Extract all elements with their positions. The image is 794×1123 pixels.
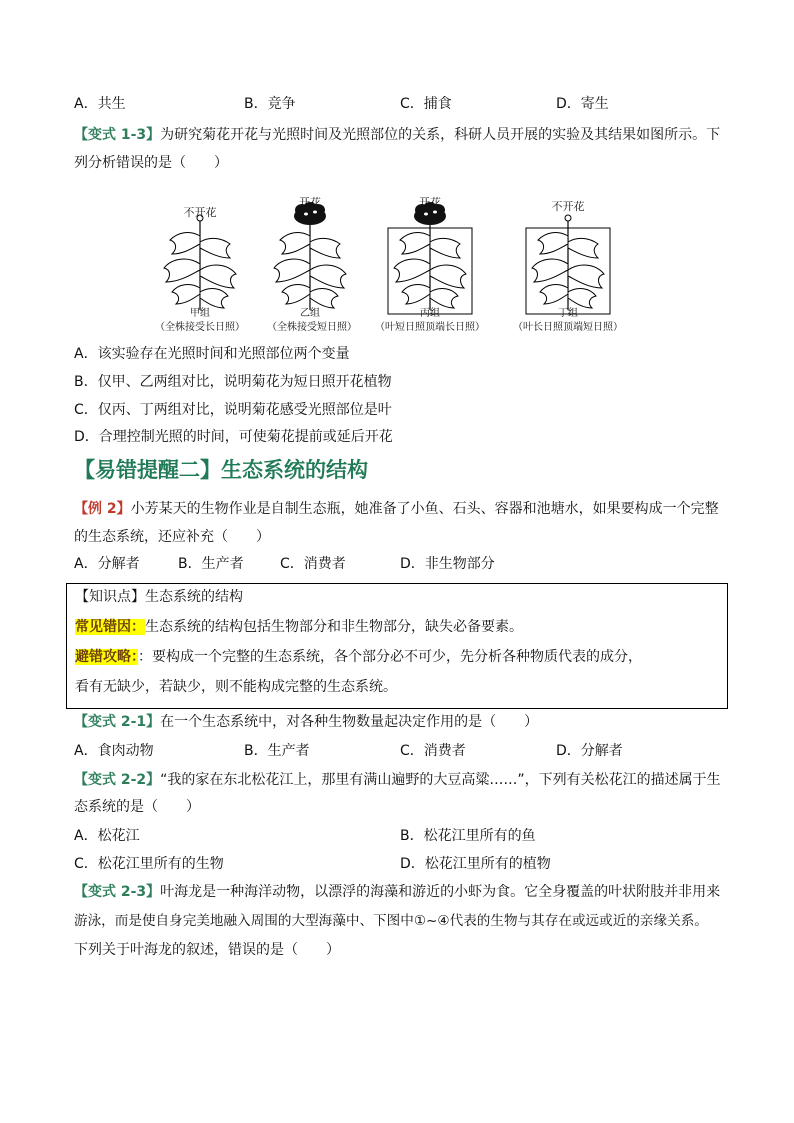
question-v13-line2: 列分析错误的是（ ） <box>74 155 228 171</box>
common-error-label: 常见错因： <box>75 619 145 635</box>
ex2-option-c: C．消费者 <box>280 556 346 572</box>
v22-option-c: C．松花江里所有的生物 <box>74 856 224 872</box>
group-bing-name: 丙组 <box>420 308 440 319</box>
avoid-error-text: ：要构成一个完整的生态系统，各个部分必不可少，先分析各种物质代表的成分， <box>138 649 642 665</box>
avoid-error-line <box>75 647 642 667</box>
v21-option-c: C．消费者 <box>400 743 466 759</box>
group-yi-desc: （全株接受短日照） <box>267 322 357 333</box>
ex2-option-d: D．非生物部分 <box>400 556 495 572</box>
ex2-option-b: B．生产者 <box>178 556 244 572</box>
plant-group-jia <box>164 215 236 310</box>
option-b: B．竞争 <box>244 96 296 112</box>
group-jia-name: 甲组 <box>190 308 210 319</box>
v21-option-a: A．食肉动物 <box>74 743 154 759</box>
v22-option-b: B．松花江里所有的鱼 <box>400 828 536 844</box>
option-d: D．寄生 <box>556 96 609 112</box>
knowledge-box <box>66 583 728 709</box>
group-yi-top-label: 开花 <box>299 196 321 209</box>
plant-group-bing <box>388 202 472 314</box>
question-v22-line2: 态系统的是（ ） <box>74 799 200 815</box>
group-bing-top-label: 开花 <box>419 196 441 209</box>
option-a: A．共生 <box>74 96 126 112</box>
v21-option-b: B．生产者 <box>244 743 310 759</box>
plant-group-yi <box>274 202 346 310</box>
group-yi-name: 乙组 <box>300 308 320 319</box>
common-error-text: 生态系统的结构包括生物部分和非生物部分，缺失必备要素。 <box>145 619 523 635</box>
knowledge-title: 【知识点】生态系统的结构 <box>75 589 243 605</box>
question-v22-line1 <box>74 770 721 790</box>
v21-option-d: D．分解者 <box>556 743 623 759</box>
group-jia-top-label: 不开花 <box>183 206 217 219</box>
group-ding-desc: （叶长日照顶端短日照） <box>513 322 623 333</box>
v22-option-d: D．松花江里所有的植物 <box>400 856 551 872</box>
chrysanthemum-experiment-figure <box>140 192 660 334</box>
v13-option-d: D．合理控制光照的时间，可使菊花提前或延后开花 <box>74 429 393 445</box>
question-v23-line2: 游泳，而是使自身完美地融入周围的大型海藻中、下图中①~④代表的生物与其存在或远或近的亲缘关系。 <box>74 913 708 929</box>
question-v23-line1 <box>74 882 720 902</box>
v13-option-a: A．该实验存在光照时间和光照部位两个变量 <box>74 346 350 362</box>
section-title: 【易错提醒二】生态系统的结构 <box>74 458 368 482</box>
question-v21 <box>74 712 538 732</box>
example2-line2: 的生态系统，还应补充（ ） <box>74 529 270 545</box>
common-error-line <box>75 617 523 637</box>
avoid-error-label: 避错攻略： <box>75 649 138 665</box>
group-ding-name: 丁组 <box>558 308 578 319</box>
v22-option-a: A．松花江 <box>74 828 140 844</box>
group-jia-desc: （全株接受长日照） <box>155 322 245 333</box>
example2-stem: 小芳某天的生物作业是自制生态瓶，她准备了小鱼、石头、容器和池塘水，如果要构成一个完整 <box>130 501 719 517</box>
v13-option-b: B．仅甲、乙两组对比，说明菊花为短日照开花植物 <box>74 374 392 390</box>
group-bing-desc: （叶短日照顶端长日照） <box>375 322 485 333</box>
example2-line1 <box>74 499 719 519</box>
question-stem: “我的家在东北松花江上，那里有满山遍野的大豆高粱……”，下列有关松花江的描述属于生 <box>160 772 721 788</box>
question-tag: 【变式 2-1】 <box>74 714 161 730</box>
question-v23-line3: 下列关于叶海龙的叙述，错误的是（ ） <box>74 942 340 958</box>
question-tag: 【变式 2-2】 <box>74 772 161 788</box>
v13-option-c: C．仅丙、丁两组对比，说明菊花感受光照部位是叶 <box>74 402 392 418</box>
question-stem: 叶海龙是一种海洋动物，以漂浮的海藻和游近的小虾为食。它全身覆盖的叶状附肢并非用来 <box>160 884 721 900</box>
ex2-option-a: A．分解者 <box>74 556 140 572</box>
option-c: C．捕食 <box>400 96 452 112</box>
plant-group-ding <box>526 215 610 314</box>
question-tag: 【变式 2-3】 <box>74 884 161 900</box>
question-stem: 为研究菊花开花与光照时间及光照部位的关系，科研人员开展的实验及其结果如图所示。下 <box>160 127 721 143</box>
question-v13-line1 <box>74 125 720 145</box>
question-stem: 在一个生态系统中，对各种生物数量起决定作用的是（ ） <box>160 714 539 730</box>
question-tag: 【变式 1-3】 <box>74 127 161 143</box>
group-ding-top-label: 不开花 <box>551 200 585 213</box>
example2-tag: 【例 2】 <box>74 501 131 517</box>
avoid-error-text-2: 看有无缺少，若缺少，则不能构成完整的生态系统。 <box>75 679 397 695</box>
